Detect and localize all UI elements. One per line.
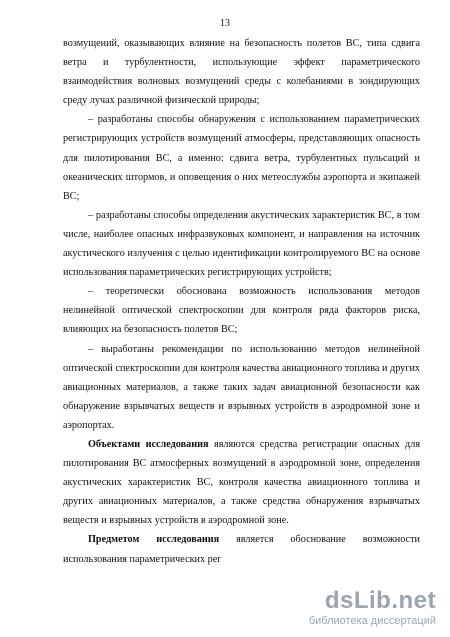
objects-heading: Объектами исследования xyxy=(88,438,209,450)
watermark-logo: dsLib.net xyxy=(324,587,436,614)
paragraph: – разработаны способы обнаружения с использованием параметрических регистрирующих устройств возмущений атмосферы, представляющих опасность для пилотирования ВС, а именно: сдвига ветра, турбулентных пульсаций и океанических штормов, и оповещения о них метеослужбы аэропорта и экипажей ВС; xyxy=(63,114,420,202)
watermark xyxy=(276,587,436,629)
paragraph: – выработаны рекомендации по использованию методов нелинейной оптической спектроскопии для контроля качества авиационного топлива и других авиационных материалов, а также таких задач авиационной безопасности как обнаружение взрывчатых веществ и взрывных устройств в аэродромной зоне и аэропортах. xyxy=(63,343,420,431)
paragraph-objects xyxy=(63,435,420,530)
paragraph: – разработаны способы определения акустических характеристик ВС, в том числе, наиболее опасных инфразвуковых компонент, и направления на источник акустического излучения с целью идентификации контролируемого ВС на основе использования параметрических регистрирующих устройств; xyxy=(63,209,420,279)
subject-text: является обоснование возможности использования параметрических рег xyxy=(63,534,420,565)
paragraph: возмущений, оказывающих влияние на безопасность полетов ВС, типа сдвига ветра и турбулентности, использующие эффект параметрического взаимодействия волновых возмущений среды с колебаниями в зондирующих среду лучах различной физической природы; xyxy=(63,38,420,107)
watermark-tagline: библиотека диссертаций xyxy=(308,615,436,627)
paragraph-subject xyxy=(63,530,420,568)
subject-heading: Предметом исследования xyxy=(88,534,220,546)
body-text xyxy=(63,34,420,569)
objects-text: являются средства регистрации опасных для пилотирования ВС атмосферных возмущений в аэродромной зоне, определения акустических характеристик ВС, контроля качества авиационного топлива и других авиационных материалов, а также средства обнаружения взрывчатых веществ и взрывных устройств в аэродромной зоне. xyxy=(63,438,421,527)
page-number: 13 xyxy=(220,18,230,29)
paragraph: – теоретически обоснована возможность использования методов нелинейной оптической спектроскопии для контроля ряда факторов риска, влияющих на безопасность полетов ВС; xyxy=(63,286,420,336)
